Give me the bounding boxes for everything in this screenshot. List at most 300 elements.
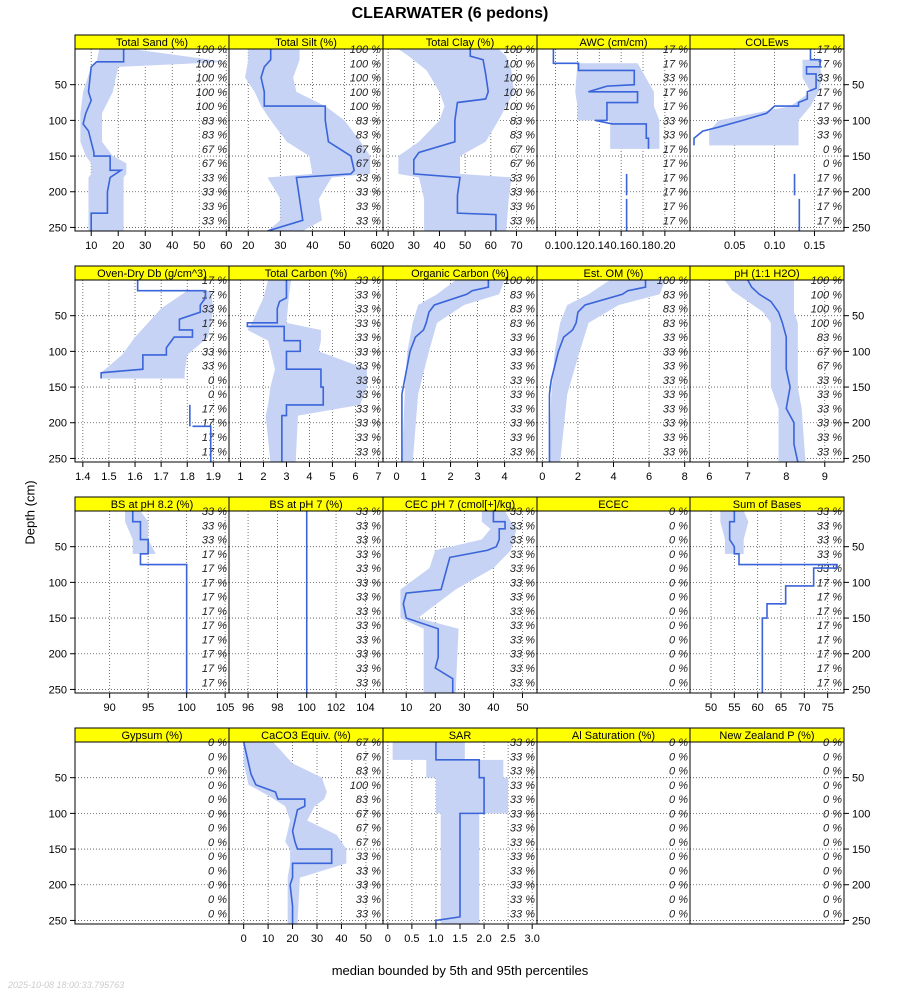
panel-title: Sum of Bases bbox=[732, 499, 802, 511]
contributing-fraction-label: 17 % bbox=[201, 548, 227, 561]
contributing-fraction-label: 33 % bbox=[509, 634, 535, 647]
contributing-fraction-label: 33 % bbox=[509, 506, 535, 518]
contributing-fraction-label: 33 % bbox=[355, 417, 381, 430]
contributing-fraction-label: 33 % bbox=[662, 389, 688, 402]
contributing-fraction-label: 33 % bbox=[355, 289, 381, 302]
contributing-fraction-label: 83 % bbox=[662, 303, 688, 316]
contributing-fraction-label: 33 % bbox=[509, 648, 535, 661]
contributing-fraction-label: 33 % bbox=[509, 548, 535, 561]
contributing-fraction-label: 33 % bbox=[509, 663, 535, 676]
contributing-fraction-label: 33 % bbox=[509, 186, 535, 199]
panel-total-sand bbox=[49, 35, 233, 252]
contributing-fraction-label: 0 % bbox=[669, 591, 688, 604]
x-tick-label: 40 bbox=[335, 933, 348, 945]
contributing-fraction-label: 33 % bbox=[509, 520, 535, 533]
x-tick-label: 40 bbox=[433, 240, 446, 252]
contributing-fraction-label: 83 % bbox=[509, 129, 535, 142]
contributing-fraction-label: 17 % bbox=[816, 605, 842, 618]
contributing-fraction-label: 33 % bbox=[816, 446, 842, 459]
x-tick-label: 30 bbox=[274, 240, 287, 252]
y-tick-label: 50 bbox=[852, 541, 865, 554]
contributing-fraction-label: 33 % bbox=[201, 201, 227, 214]
contributing-fraction-label: 33 % bbox=[355, 879, 381, 892]
x-tick-label: 50 bbox=[704, 702, 718, 714]
contributing-fraction-label: 0 % bbox=[669, 865, 688, 878]
panel-border bbox=[537, 511, 690, 693]
panel-total-silt bbox=[229, 35, 383, 252]
panel-title: COLEws bbox=[745, 37, 789, 49]
x-tick-label: 105 bbox=[215, 702, 235, 714]
contributing-fraction-label: 33 % bbox=[816, 389, 842, 402]
panel-ph-1-1-h2o bbox=[690, 266, 870, 483]
contributing-fraction-label: 0 % bbox=[823, 779, 842, 792]
contributing-fraction-label: 83 % bbox=[201, 115, 227, 128]
contributing-fraction-label: 33 % bbox=[509, 346, 535, 359]
panel-title: Al Saturation (%) bbox=[571, 730, 656, 742]
contributing-fraction-label: 33 % bbox=[355, 201, 381, 214]
contributing-fraction-label: 0 % bbox=[208, 389, 227, 402]
y-tick-label: 200 bbox=[48, 417, 67, 430]
contributing-fraction-label: 17 % bbox=[662, 186, 688, 199]
contributing-fraction-label: 67 % bbox=[355, 751, 381, 764]
contributing-fraction-label: 0 % bbox=[669, 605, 688, 618]
y-tick-label: 100 bbox=[48, 808, 67, 821]
contributing-fraction-label: 33 % bbox=[509, 360, 535, 373]
y-tick-label: 200 bbox=[48, 186, 67, 199]
contributing-fraction-label: 0 % bbox=[669, 794, 688, 807]
contributing-fraction-label: 33 % bbox=[662, 72, 688, 85]
y-tick-label: 200 bbox=[48, 648, 67, 661]
x-tick-label: 0 bbox=[539, 471, 546, 483]
contributing-fraction-label: 17 % bbox=[816, 620, 842, 633]
contributing-fraction-label: 17 % bbox=[816, 577, 842, 590]
contributing-fraction-label: 67 % bbox=[355, 808, 381, 821]
contributing-fraction-label: 0 % bbox=[669, 894, 688, 907]
contributing-fraction-label: 33 % bbox=[355, 275, 381, 287]
contributing-fraction-label: 0 % bbox=[669, 822, 688, 835]
contributing-fraction-label: 33 % bbox=[816, 115, 842, 128]
contributing-fraction-label: 33 % bbox=[509, 765, 535, 778]
contributing-fraction-label: 17 % bbox=[816, 186, 842, 199]
contributing-fraction-label: 33 % bbox=[509, 851, 535, 864]
contributing-fraction-label: 17 % bbox=[816, 663, 842, 676]
contributing-fraction-label: 100 % bbox=[349, 72, 381, 85]
contributing-fraction-label: 83 % bbox=[355, 765, 381, 778]
contributing-fraction-label: 33 % bbox=[201, 303, 227, 316]
panel-est-om bbox=[537, 266, 690, 483]
y-tick-label: 200 bbox=[852, 417, 871, 430]
contributing-fraction-label: 17 % bbox=[816, 591, 842, 604]
contributing-fraction-label: 100 % bbox=[656, 275, 688, 287]
contributing-fraction-label: 0 % bbox=[823, 836, 842, 849]
contributing-fraction-label: 0 % bbox=[669, 634, 688, 647]
y-tick-label: 150 bbox=[852, 844, 871, 857]
x-tick-label: 20 bbox=[286, 933, 299, 945]
contributing-fraction-label: 67 % bbox=[509, 158, 535, 171]
x-tick-label: 1.6 bbox=[127, 471, 143, 483]
contributing-fraction-label: 0 % bbox=[669, 648, 688, 661]
x-tick-label: 3.0 bbox=[524, 933, 540, 945]
panel-bs-at-ph-7 bbox=[229, 497, 383, 714]
x-tick-label: 1 bbox=[420, 471, 427, 483]
x-tick-label: 60 bbox=[370, 240, 383, 252]
y-tick-label: 250 bbox=[48, 453, 67, 466]
contributing-fraction-label: 83 % bbox=[816, 332, 842, 345]
x-tick-label: 6 bbox=[646, 471, 653, 483]
percentile-band bbox=[549, 280, 665, 462]
x-tick-label: 1.9 bbox=[205, 471, 221, 483]
x-tick-label: 65 bbox=[774, 702, 788, 714]
contributing-fraction-label: 0 % bbox=[669, 879, 688, 892]
percentile-band bbox=[393, 742, 509, 924]
contributing-fraction-label: 17 % bbox=[816, 677, 842, 690]
contributing-fraction-label: 100 % bbox=[349, 44, 381, 56]
contributing-fraction-label: 17 % bbox=[201, 605, 227, 618]
contributing-fraction-label: 17 % bbox=[201, 275, 227, 287]
x-tick-label: 0.12 bbox=[566, 240, 589, 252]
x-tick-label: 20 bbox=[429, 702, 442, 714]
contributing-fraction-label: 17 % bbox=[201, 317, 227, 330]
x-tick-label: 100 bbox=[177, 702, 196, 714]
y-tick-label: 100 bbox=[48, 346, 67, 359]
y-tick-label: 150 bbox=[48, 151, 67, 164]
contributing-fraction-label: 33 % bbox=[201, 215, 227, 228]
contributing-fraction-label: 33 % bbox=[355, 548, 381, 561]
contributing-fraction-label: 33 % bbox=[201, 186, 227, 199]
contributing-fraction-label: 33 % bbox=[509, 779, 535, 792]
panel-title: BS at pH 7 (%) bbox=[269, 499, 343, 511]
y-tick-label: 250 bbox=[852, 453, 871, 466]
contributing-fraction-label: 100 % bbox=[810, 289, 842, 302]
timestamp: 2025-10-08 18:00:33.795763 bbox=[8, 980, 125, 990]
percentile-band bbox=[402, 280, 505, 462]
y-axis-label: Depth (cm) bbox=[22, 480, 38, 545]
panel-ecec bbox=[537, 497, 690, 693]
contributing-fraction-label: 100 % bbox=[503, 275, 535, 287]
contributing-fraction-label: 33 % bbox=[355, 506, 381, 518]
x-tick-label: 20 bbox=[382, 240, 395, 252]
contributing-fraction-label: 0 % bbox=[208, 879, 227, 892]
y-tick-label: 250 bbox=[852, 915, 871, 928]
contributing-fraction-label: 0 % bbox=[669, 851, 688, 864]
x-tick-label: 1.4 bbox=[75, 471, 91, 483]
percentile-band bbox=[709, 60, 822, 146]
x-tick-label: 30 bbox=[310, 933, 324, 945]
contributing-fraction-label: 17 % bbox=[816, 101, 842, 114]
panel-title: Total Clay (%) bbox=[425, 37, 495, 49]
contributing-fraction-label: 0 % bbox=[669, 779, 688, 792]
contributing-fraction-label: 0 % bbox=[208, 737, 227, 749]
x-tick-label: 2 bbox=[574, 471, 581, 483]
panel-caco3-equiv bbox=[229, 728, 383, 945]
contributing-fraction-label: 67 % bbox=[201, 143, 227, 156]
percentile-band bbox=[247, 280, 367, 462]
y-tick-label: 250 bbox=[852, 222, 871, 235]
x-tick-label: 40 bbox=[487, 702, 500, 714]
contributing-fraction-label: 33 % bbox=[509, 403, 535, 416]
x-tick-label: 0 bbox=[393, 471, 400, 483]
y-tick-label: 50 bbox=[54, 310, 67, 323]
contributing-fraction-label: 0 % bbox=[208, 836, 227, 849]
panel-title: Total Sand (%) bbox=[115, 37, 189, 49]
contributing-fraction-label: 0 % bbox=[208, 808, 227, 821]
panel-title: Est. OM (%) bbox=[583, 268, 644, 280]
x-tick-label: 4 bbox=[501, 471, 508, 483]
contributing-fraction-label: 33 % bbox=[201, 360, 227, 373]
y-tick-label: 150 bbox=[852, 613, 871, 626]
x-tick-label: 20 bbox=[112, 240, 125, 252]
panel-title: SAR bbox=[448, 730, 472, 742]
y-tick-label: 200 bbox=[852, 648, 871, 661]
contributing-fraction-label: 0 % bbox=[823, 908, 842, 921]
y-tick-label: 150 bbox=[852, 151, 871, 164]
contributing-fraction-label: 67 % bbox=[355, 822, 381, 835]
y-tick-label: 50 bbox=[54, 541, 67, 554]
contributing-fraction-label: 33 % bbox=[355, 577, 381, 590]
x-tick-label: 10 bbox=[261, 933, 275, 945]
contributing-fraction-label: 33 % bbox=[355, 346, 381, 359]
contributing-fraction-label: 33 % bbox=[509, 620, 535, 633]
contributing-fraction-label: 33 % bbox=[509, 201, 535, 214]
contributing-fraction-label: 0 % bbox=[823, 737, 842, 749]
percentile-band bbox=[101, 291, 213, 379]
contributing-fraction-label: 17 % bbox=[816, 44, 842, 56]
panel-awc-cm-cm bbox=[537, 35, 690, 252]
contributing-fraction-label: 33 % bbox=[509, 374, 535, 387]
median-line bbox=[133, 511, 187, 693]
y-tick-label: 250 bbox=[48, 222, 67, 235]
x-tick-label: 0.15 bbox=[803, 240, 826, 252]
contributing-fraction-label: 17 % bbox=[662, 158, 688, 171]
x-tick-label: 0.18 bbox=[632, 240, 654, 252]
contributing-fraction-label: 0 % bbox=[208, 751, 227, 764]
contributing-fraction-label: 17 % bbox=[201, 663, 227, 676]
contributing-fraction-label: 33 % bbox=[816, 548, 842, 561]
contributing-fraction-label: 33 % bbox=[355, 172, 381, 185]
contributing-fraction-label: 100 % bbox=[503, 101, 535, 114]
x-tick-label: 2.0 bbox=[476, 933, 492, 945]
contributing-fraction-label: 33 % bbox=[355, 360, 381, 373]
x-tick-label: 1 bbox=[237, 471, 244, 483]
contributing-fraction-label: 100 % bbox=[810, 275, 842, 287]
contributing-fraction-label: 100 % bbox=[349, 101, 381, 114]
x-tick-label: 4 bbox=[306, 471, 313, 483]
contributing-fraction-label: 0 % bbox=[823, 865, 842, 878]
contributing-fraction-label: 0 % bbox=[669, 506, 688, 518]
contributing-fraction-label: 0 % bbox=[208, 894, 227, 907]
y-tick-label: 100 bbox=[852, 115, 871, 128]
contributing-fraction-label: 17 % bbox=[201, 432, 227, 445]
contributing-fraction-label: 33 % bbox=[509, 677, 535, 690]
contributing-fraction-label: 100 % bbox=[810, 317, 842, 330]
contributing-fraction-label: 33 % bbox=[509, 794, 535, 807]
x-tick-label: 0.16 bbox=[610, 240, 632, 252]
contributing-fraction-label: 0 % bbox=[208, 865, 227, 878]
contributing-fraction-label: 33 % bbox=[509, 605, 535, 618]
contributing-fraction-label: 33 % bbox=[355, 317, 381, 330]
y-tick-label: 250 bbox=[48, 684, 67, 697]
y-tick-label: 100 bbox=[48, 115, 67, 128]
contributing-fraction-label: 83 % bbox=[509, 289, 535, 302]
x-tick-label: 98 bbox=[271, 702, 284, 714]
contributing-fraction-label: 33 % bbox=[355, 677, 381, 690]
contributing-fraction-label: 0 % bbox=[823, 894, 842, 907]
x-tick-label: 50 bbox=[193, 240, 206, 252]
x-tick-label: 1.5 bbox=[101, 471, 117, 483]
contributing-fraction-label: 17 % bbox=[201, 591, 227, 604]
contributing-fraction-label: 33 % bbox=[509, 432, 535, 445]
contributing-fraction-label: 100 % bbox=[503, 44, 535, 56]
contributing-fraction-label: 33 % bbox=[662, 129, 688, 142]
contributing-fraction-label: 33 % bbox=[355, 563, 381, 576]
contributing-fraction-label: 33 % bbox=[201, 172, 227, 185]
y-tick-label: 50 bbox=[852, 310, 865, 323]
x-tick-label: 60 bbox=[220, 240, 233, 252]
contributing-fraction-label: 33 % bbox=[816, 506, 842, 518]
x-tick-label: 90 bbox=[103, 702, 116, 714]
x-tick-label: 4 bbox=[610, 471, 617, 483]
contributing-fraction-label: 33 % bbox=[509, 879, 535, 892]
contributing-fraction-label: 100 % bbox=[195, 101, 227, 114]
x-tick-label: 7 bbox=[375, 471, 382, 483]
y-tick-label: 100 bbox=[48, 577, 67, 590]
y-tick-label: 50 bbox=[54, 772, 67, 785]
contributing-fraction-label: 67 % bbox=[355, 836, 381, 849]
contributing-fraction-label: 33 % bbox=[816, 417, 842, 430]
percentile-band bbox=[244, 742, 347, 924]
contributing-fraction-label: 0 % bbox=[208, 374, 227, 387]
contributing-fraction-label: 33 % bbox=[355, 432, 381, 445]
contributing-fraction-label: 0 % bbox=[669, 836, 688, 849]
panel-title: AWC (cm/cm) bbox=[579, 37, 648, 49]
contributing-fraction-label: 33 % bbox=[355, 620, 381, 633]
contributing-fraction-label: 33 % bbox=[509, 577, 535, 590]
y-tick-label: 150 bbox=[48, 844, 67, 857]
contributing-fraction-label: 100 % bbox=[195, 58, 227, 71]
contributing-fraction-label: 33 % bbox=[509, 446, 535, 459]
contributing-fraction-label: 33 % bbox=[662, 346, 688, 359]
contributing-fraction-label: 0 % bbox=[669, 563, 688, 576]
contributing-fraction-label: 0 % bbox=[669, 751, 688, 764]
y-tick-label: 250 bbox=[48, 915, 67, 928]
y-tick-label: 50 bbox=[852, 772, 865, 785]
contributing-fraction-label: 67 % bbox=[355, 158, 381, 171]
contributing-fraction-label: 0 % bbox=[669, 737, 688, 749]
contributing-fraction-label: 0 % bbox=[669, 663, 688, 676]
contributing-fraction-label: 33 % bbox=[355, 605, 381, 618]
contributing-fraction-label: 33 % bbox=[509, 751, 535, 764]
y-tick-label: 150 bbox=[48, 382, 67, 395]
contributing-fraction-label: 67 % bbox=[201, 158, 227, 171]
contributing-fraction-label: 0 % bbox=[669, 534, 688, 547]
x-tick-label: 50 bbox=[459, 240, 472, 252]
panel-bs-at-ph-8-2 bbox=[49, 497, 235, 714]
contributing-fraction-label: 33 % bbox=[662, 115, 688, 128]
contributing-fraction-label: 17 % bbox=[662, 101, 688, 114]
contributing-fraction-label: 100 % bbox=[349, 86, 381, 99]
x-tick-label: 55 bbox=[728, 702, 741, 714]
x-axis-label: median bounded by 5th and 95th percentiles bbox=[331, 963, 589, 978]
contributing-fraction-label: 33 % bbox=[355, 389, 381, 402]
x-tick-label: 1.5 bbox=[452, 933, 468, 945]
contributing-fraction-label: 83 % bbox=[509, 303, 535, 316]
x-tick-label: 30 bbox=[458, 702, 471, 714]
contributing-fraction-label: 67 % bbox=[355, 143, 381, 156]
contributing-fraction-label: 33 % bbox=[355, 851, 381, 864]
x-tick-label: 40 bbox=[306, 240, 319, 252]
contributing-fraction-label: 17 % bbox=[201, 446, 227, 459]
contributing-fraction-label: 100 % bbox=[810, 303, 842, 316]
x-tick-label: 5 bbox=[329, 471, 336, 483]
contributing-fraction-label: 0 % bbox=[823, 143, 842, 156]
contributing-fraction-label: 33 % bbox=[355, 634, 381, 647]
panel-total-clay bbox=[382, 35, 537, 252]
contributing-fraction-label: 17 % bbox=[201, 289, 227, 302]
contributing-fraction-label: 67 % bbox=[509, 143, 535, 156]
contributing-fraction-label: 33 % bbox=[662, 446, 688, 459]
contributing-fraction-label: 17 % bbox=[816, 648, 842, 661]
panel-colews bbox=[690, 35, 870, 252]
contributing-fraction-label: 33 % bbox=[355, 303, 381, 316]
panel-title: BS at pH 8.2 (%) bbox=[110, 499, 194, 511]
contributing-fraction-label: 17 % bbox=[201, 563, 227, 576]
panel-cec-ph-7-cmol-kg bbox=[383, 497, 537, 714]
contributing-fraction-label: 33 % bbox=[816, 403, 842, 416]
contributing-fraction-label: 0 % bbox=[823, 765, 842, 778]
x-tick-label: 50 bbox=[359, 933, 373, 945]
x-tick-label: 1.7 bbox=[153, 471, 169, 483]
contributing-fraction-label: 100 % bbox=[349, 58, 381, 71]
panel-title: CaCO3 Equiv. (%) bbox=[261, 730, 351, 742]
contributing-fraction-label: 0 % bbox=[208, 822, 227, 835]
contributing-fraction-label: 33 % bbox=[816, 534, 842, 547]
contributing-fraction-label: 33 % bbox=[662, 417, 688, 430]
contributing-fraction-label: 0 % bbox=[208, 765, 227, 778]
y-tick-label: 100 bbox=[852, 577, 871, 590]
x-tick-label: 102 bbox=[326, 702, 346, 714]
contributing-fraction-label: 33 % bbox=[816, 520, 842, 533]
contributing-fraction-label: 83 % bbox=[201, 129, 227, 142]
contributing-fraction-label: 33 % bbox=[355, 215, 381, 228]
contributing-fraction-label: 0 % bbox=[823, 158, 842, 171]
contributing-fraction-label: 17 % bbox=[201, 417, 227, 430]
panel-title: ECEC bbox=[598, 499, 629, 511]
contributing-fraction-label: 33 % bbox=[509, 737, 535, 749]
contributing-fraction-label: 0 % bbox=[823, 794, 842, 807]
x-tick-label: 104 bbox=[356, 702, 375, 714]
x-tick-label: 8 bbox=[783, 471, 790, 483]
contributing-fraction-label: 83 % bbox=[355, 129, 381, 142]
contributing-fraction-label: 17 % bbox=[816, 58, 842, 71]
y-tick-label: 150 bbox=[852, 382, 871, 395]
contributing-fraction-label: 0 % bbox=[823, 751, 842, 764]
contributing-fraction-label: 100 % bbox=[503, 86, 535, 99]
panel-title: Organic Carbon (%) bbox=[411, 268, 509, 280]
contributing-fraction-label: 100 % bbox=[195, 44, 227, 56]
contributing-fraction-label: 0 % bbox=[669, 577, 688, 590]
y-tick-label: 50 bbox=[852, 79, 865, 92]
contributing-fraction-label: 0 % bbox=[669, 520, 688, 533]
panel-border bbox=[75, 742, 229, 924]
x-tick-label: 0 bbox=[384, 933, 391, 945]
contributing-fraction-label: 83 % bbox=[662, 317, 688, 330]
x-tick-label: 1.0 bbox=[428, 933, 444, 945]
contributing-fraction-label: 33 % bbox=[355, 591, 381, 604]
x-tick-label: 1.8 bbox=[179, 471, 195, 483]
contributing-fraction-label: 0 % bbox=[823, 822, 842, 835]
contributing-fraction-label: 17 % bbox=[201, 648, 227, 661]
panel-title: Gypsum (%) bbox=[121, 730, 183, 742]
